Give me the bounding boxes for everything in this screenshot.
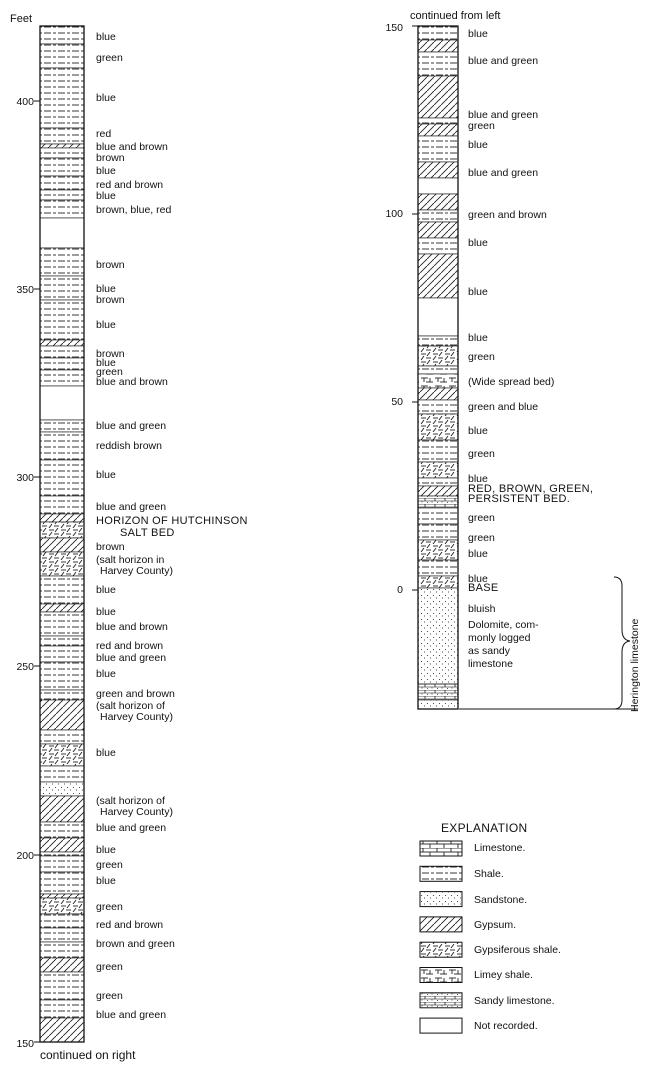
left-label: blue and green xyxy=(96,652,167,664)
lithology-band xyxy=(40,604,84,612)
lithology-band xyxy=(40,894,84,898)
lithology-band xyxy=(418,478,458,486)
right-label: as sandy xyxy=(468,645,511,657)
left-tick-400: 400 xyxy=(16,96,34,108)
right-label: blue xyxy=(468,139,488,151)
lithology-band xyxy=(418,136,458,162)
lithology-band xyxy=(40,386,84,420)
left-label: green xyxy=(96,52,123,64)
right-label: blue xyxy=(468,286,488,298)
lithology-band xyxy=(418,118,458,124)
lithology-band xyxy=(40,838,84,852)
lithology-band xyxy=(418,52,458,76)
lithology-band xyxy=(40,420,84,432)
lithology-band xyxy=(40,68,84,128)
herington-limestone-label: Herington limestone xyxy=(629,618,641,712)
left-label: brown xyxy=(96,294,125,306)
legend-label-limey-shale: Limey shale. xyxy=(474,969,533,981)
lithology-band xyxy=(40,158,84,176)
right-label: blue xyxy=(468,332,488,344)
left-label: green and brown xyxy=(96,688,175,700)
left-label: green xyxy=(96,990,123,1002)
lithology-band xyxy=(40,176,84,190)
legend-swatch-shale xyxy=(420,866,462,881)
lithology-band xyxy=(40,700,84,730)
left-label: blue xyxy=(96,283,116,295)
right-label: limestone xyxy=(468,658,513,670)
lithology-band xyxy=(40,300,84,340)
right-label: bluish xyxy=(468,603,496,615)
lithology-band xyxy=(40,128,84,144)
right-label: (Wide spread bed) xyxy=(468,376,555,388)
lithology-band xyxy=(418,414,458,440)
left-label: brown xyxy=(96,152,125,164)
legend-label-sandstone: Sandstone. xyxy=(474,894,528,906)
right-label: blue xyxy=(468,548,488,560)
lithology-band xyxy=(40,538,84,552)
left-label: brown and green xyxy=(96,938,175,950)
lithology-band xyxy=(40,796,84,822)
right-label: BASE xyxy=(468,582,499,594)
legend-swatches xyxy=(420,841,462,1033)
left-label: blue xyxy=(96,31,116,43)
lithology-band xyxy=(40,1018,84,1042)
lithology-band xyxy=(40,856,84,872)
left-label: blue and brown xyxy=(96,376,168,388)
lithology-band xyxy=(40,766,84,782)
lithology-band xyxy=(418,366,458,374)
right-label: green and brown xyxy=(468,209,547,221)
continued-on-right: continued on right xyxy=(40,1048,136,1062)
lithology-band xyxy=(40,612,84,636)
lithology-band xyxy=(418,462,458,478)
lithology-band xyxy=(40,552,84,576)
lithology-band xyxy=(418,700,458,709)
lithology-band xyxy=(40,898,84,914)
lithology-band xyxy=(418,508,458,524)
right-label: monly logged xyxy=(468,632,531,644)
lithology-band xyxy=(40,730,84,744)
right-label: blue xyxy=(468,425,488,437)
lithology-band xyxy=(40,646,84,662)
lithology-band xyxy=(40,822,84,838)
lithology-band xyxy=(418,162,458,178)
lithology-band xyxy=(40,872,84,894)
legend-swatch-sandylime xyxy=(420,993,462,1008)
lithology-band xyxy=(40,958,84,972)
lithology-band xyxy=(40,144,84,148)
lithology-band xyxy=(418,684,458,700)
left-label: reddish brown xyxy=(96,440,162,452)
lithology-band xyxy=(418,76,458,118)
left-label: blue xyxy=(96,357,116,369)
right-column xyxy=(412,26,458,709)
lithology-band xyxy=(40,358,84,370)
left-label: brown xyxy=(96,259,125,271)
lithology-band xyxy=(40,44,84,68)
lithology-band xyxy=(40,496,84,514)
left-label: blue xyxy=(96,875,116,887)
lithology-band xyxy=(418,194,458,210)
right-tick-0: 0 xyxy=(397,584,403,596)
right-label: RED, BROWN, GREEN, xyxy=(468,483,594,495)
left-tick-300: 300 xyxy=(16,472,34,484)
left-label: blue xyxy=(96,606,116,618)
lithology-band xyxy=(418,222,458,238)
left-tick-250: 250 xyxy=(16,661,34,673)
left-label: Harvey County) xyxy=(100,806,173,818)
left-tick-150: 150 xyxy=(16,1038,34,1050)
left-label: blue xyxy=(96,747,116,759)
lithology-band xyxy=(418,178,458,194)
left-label: Harvey County) xyxy=(100,711,173,723)
lithology-band xyxy=(40,942,84,958)
legend-label-gypsiferous-shale: Gypsiferous shale. xyxy=(474,944,561,956)
lithology-band xyxy=(40,1000,84,1018)
left-label: red and brown xyxy=(96,179,164,191)
lithology-band xyxy=(418,576,458,588)
left-label: blue xyxy=(96,844,116,856)
left-label: blue xyxy=(96,165,116,177)
lithology-band xyxy=(418,400,458,414)
left-label: (salt horizon of xyxy=(96,795,165,807)
left-label: SALT BED xyxy=(120,527,175,539)
lithology-band xyxy=(40,636,84,646)
left-label: blue and green xyxy=(96,822,167,834)
lithology-band xyxy=(40,190,84,200)
left-column xyxy=(34,26,84,1042)
lithology-band xyxy=(40,852,84,856)
lithology-band xyxy=(418,388,458,400)
lithology-band xyxy=(418,40,458,52)
lithology-band xyxy=(418,298,458,336)
left-tick-200: 200 xyxy=(16,850,34,862)
lithology-band xyxy=(40,576,84,604)
left-label: Harvey County) xyxy=(100,565,173,577)
left-label: brown xyxy=(96,348,125,360)
legend-label-gypsum: Gypsum. xyxy=(474,919,517,931)
lithology-band xyxy=(40,972,84,1000)
left-label: brown xyxy=(96,541,125,553)
right-label: green and blue xyxy=(468,401,539,413)
lithology-band xyxy=(40,514,84,522)
right-tick-100: 100 xyxy=(385,208,403,220)
lithology-band xyxy=(40,460,84,496)
lithology-band xyxy=(40,914,84,928)
left-label: blue and green xyxy=(96,1009,167,1021)
explanation-title: EXPLANATION xyxy=(441,821,528,835)
herington-bracket xyxy=(614,577,630,709)
legend-label-sandy-limestone: Sandy limestone. xyxy=(474,995,555,1007)
left-label: blue and green xyxy=(96,420,167,432)
right-label: Dolomite, com- xyxy=(468,619,539,631)
left-label: blue and brown xyxy=(96,141,168,153)
left-label: blue xyxy=(96,668,116,680)
right-label: blue and green xyxy=(468,55,539,67)
right-label: green xyxy=(468,351,495,363)
legend-swatch-gypshale xyxy=(420,942,462,957)
right-tick-50: 50 xyxy=(391,396,403,408)
left-label: (salt horizon of xyxy=(96,700,165,712)
lithology-band xyxy=(418,336,458,346)
left-label: blue xyxy=(96,319,116,331)
legend-swatch-sandstone xyxy=(420,892,462,907)
left-label: (salt horizon in xyxy=(96,554,165,566)
lithology-band xyxy=(40,662,84,690)
lithology-band xyxy=(418,524,458,540)
right-label: blue and green xyxy=(468,109,539,121)
lithology-band xyxy=(40,200,84,218)
right-label: PERSISTENT BED. xyxy=(468,493,571,505)
lithology-band xyxy=(418,254,458,298)
lithology-band xyxy=(418,540,458,560)
lithology-band xyxy=(40,782,84,796)
left-label: green xyxy=(96,901,123,913)
lithology-band xyxy=(418,486,458,496)
lithology-band xyxy=(40,522,84,538)
left-label: red and brown xyxy=(96,919,164,931)
right-label: blue xyxy=(468,573,488,585)
right-label: green xyxy=(468,532,495,544)
right-label: blue xyxy=(468,237,488,249)
lithology-band xyxy=(40,432,84,460)
lithology-band xyxy=(40,248,84,276)
continued-from-left: continued from left xyxy=(410,10,501,22)
legend-swatch-limeyshale xyxy=(420,968,462,983)
right-label: green xyxy=(468,512,495,524)
right-label: green xyxy=(468,448,495,460)
lithology-band xyxy=(40,340,84,346)
left-label: blue xyxy=(96,92,116,104)
right-label: blue and green xyxy=(468,167,539,179)
left-label: green xyxy=(96,366,123,378)
feet-unit-label: Feet xyxy=(10,13,33,25)
lithology-band xyxy=(418,124,458,136)
lithology-band xyxy=(40,148,84,158)
left-label: red and brown xyxy=(96,640,164,652)
lithology-band xyxy=(418,588,458,684)
left-label: blue xyxy=(96,469,116,481)
left-label: blue and brown xyxy=(96,621,168,633)
left-label: green xyxy=(96,961,123,973)
lithology-band xyxy=(40,744,84,766)
legend-swatch-none xyxy=(420,1018,462,1033)
lithology-band xyxy=(418,238,458,254)
left-label: blue xyxy=(96,190,116,202)
legend-label-shale: Shale. xyxy=(474,868,504,880)
lithology-band xyxy=(418,346,458,366)
lithology-band xyxy=(418,374,458,388)
left-label: red xyxy=(96,128,112,140)
legend-swatch-gypsum xyxy=(420,917,462,932)
lithology-band xyxy=(40,370,84,386)
left-label: HORIZON OF HUTCHINSON xyxy=(96,515,248,527)
lithology-band xyxy=(418,26,458,40)
left-label: green xyxy=(96,859,123,871)
left-label: brown, blue, red xyxy=(96,204,172,216)
left-label: blue and green xyxy=(96,501,167,513)
lithology-band xyxy=(418,440,458,462)
lithology-band xyxy=(40,690,84,700)
lithology-band xyxy=(418,560,458,576)
lithology-band xyxy=(40,26,84,44)
lithology-band xyxy=(40,346,84,358)
right-label: blue xyxy=(468,473,488,485)
legend-label-limestone: Limestone. xyxy=(474,842,526,854)
left-tick-350: 350 xyxy=(16,284,34,296)
right-label: green xyxy=(468,120,495,132)
lithology-band xyxy=(40,276,84,300)
lithology-band xyxy=(418,210,458,222)
legend-swatch-limestone xyxy=(420,841,462,856)
left-label: blue xyxy=(96,584,116,596)
lithology-band xyxy=(418,496,458,508)
lithology-band xyxy=(40,218,84,248)
right-tick-150: 150 xyxy=(385,22,403,34)
legend-label-not-recorded: Not recorded. xyxy=(474,1020,538,1032)
right-label: blue xyxy=(468,28,488,40)
lithology-band xyxy=(40,928,84,942)
